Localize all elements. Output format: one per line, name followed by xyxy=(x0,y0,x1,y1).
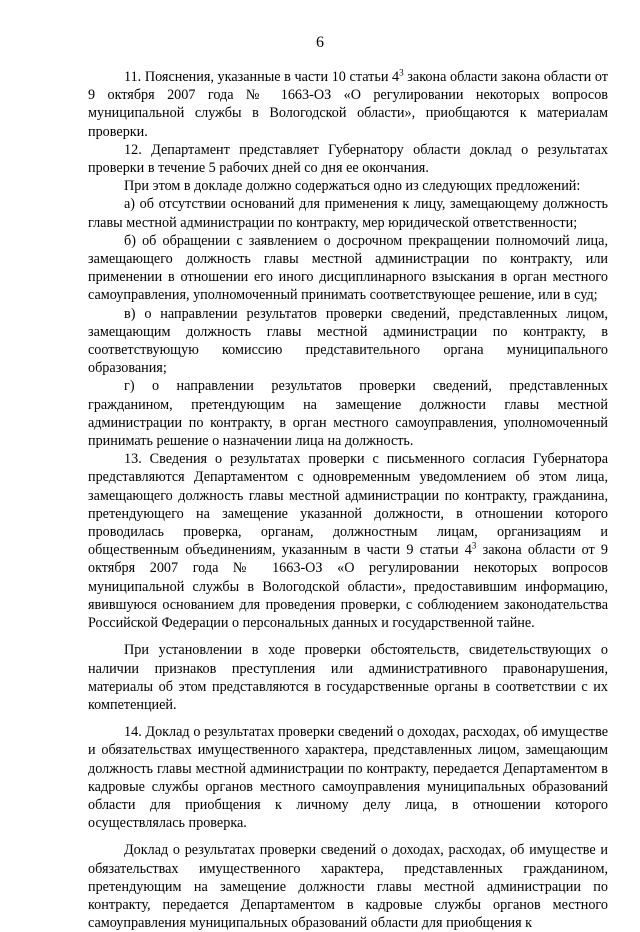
paragraph-13-text-a: 13. Сведения о результатах проверки с письменного согласия Губернатора представляются Департаментом с одновременным уведомлением об этом лица, замещающего должность главы местной администрации по контракту, гражданина, претендующего на замещение указанной должности, в отношении которого проводилась проверка, органам, должностным лицам, организациям и общественным объединениям, указанным в части 9 статьи 4 xyxy=(88,451,608,559)
paragraph-12-item-a: а) об отсутствии оснований для применения к лицу, замещающему должность главы местной администрации по контракту, мер юридической ответственности; xyxy=(88,196,608,231)
paragraph-14: 14. Доклад о результатах проверки сведений о доходах, расходах, об имуществе и обязательствах имущественного характера, представленных лицом, замещающим должность главы местной администрации по контракту, передается Департаментом в кадровые службы органов местного самоуправления муниципальных образований области для приобщения к личному делу лица, в отношении которого осуществлялась проверка. xyxy=(88,724,608,832)
paragraph-13 xyxy=(88,450,608,632)
paragraph-11-text-b: закона области закона области от 9 октября 2007 года № 1663-ОЗ «О регулировании некоторых вопросов муниципальной службы в Вологодской области», приобщаются к материалам проверки. xyxy=(88,69,608,140)
paragraph-12-item-b: б) об обращении с заявлением о досрочном прекращении полномочий лица, замещающего должность главы местной администрации по контракту, или применении в отношении его иного дисциплинарного взыскания в орган местного самоуправления, уполномоченный принимать соответствующее решение, или в суд; xyxy=(88,232,608,304)
paragraph-12-intro: При этом в докладе должно содержаться одно из следующих предложений: xyxy=(124,178,581,195)
paragraph-11 xyxy=(88,68,608,141)
paragraph-13-superscript: 3 xyxy=(471,540,477,551)
paragraph-14-second: Доклад о результатах проверки сведений о доходах, расходах, об имуществе и обязательствах имущественного характера, представленных гражданином, претендующим на замещение должности главы местной администрации по контракту, передается Департаментом в кадровые службы органов местного самоуправления муниципальных образований области для приобщения к xyxy=(88,842,608,932)
paragraph-11-superscript: 3 xyxy=(399,67,404,78)
page-number: 6 xyxy=(316,34,324,51)
paragraph-12: 12. Департамент представляет Губернатору области доклад о результатах проверки в течение 5 рабочих дней со дня ее окончания. xyxy=(88,141,608,177)
paragraph-13-text-b: закона области от 9 октября 2007 года № 1663-ОЗ «О регулировании некоторых вопросов муниципальной службы в Вологодской области», предоставившим информацию, явившуюся основанием для проведения проверки, с соблюдением законодательства Российской Федерации о персональных данных и государственной тайне. xyxy=(88,542,608,632)
paragraph-12-item-d: г) о направлении результатов проверки сведений, представленных гражданином, претендующим на замещение должности главы местной администрации по контракту, в орган местного самоуправления, уполномоченный принимать решение о назначении лица на должность. xyxy=(88,378,608,450)
paragraph-11-text-a: 11. Пояснения, указанные в части 10 статьи 4 xyxy=(124,69,400,85)
paragraph-12-item-c: в) о направлении результатов проверки сведений, представленных лицом, замещающим должность главы местной администрации по контракту, в соответствующую комиссию представительного органа муниципального образования; xyxy=(88,305,608,377)
document-body xyxy=(88,68,608,932)
paragraph-13-second: При установлении в ходе проверки обстоятельств, свидетельствующих о наличии признаков преступления или административного правонарушения, материалы об этом представляются в государственные органы в соответствии с их компетенцией. xyxy=(88,642,608,713)
